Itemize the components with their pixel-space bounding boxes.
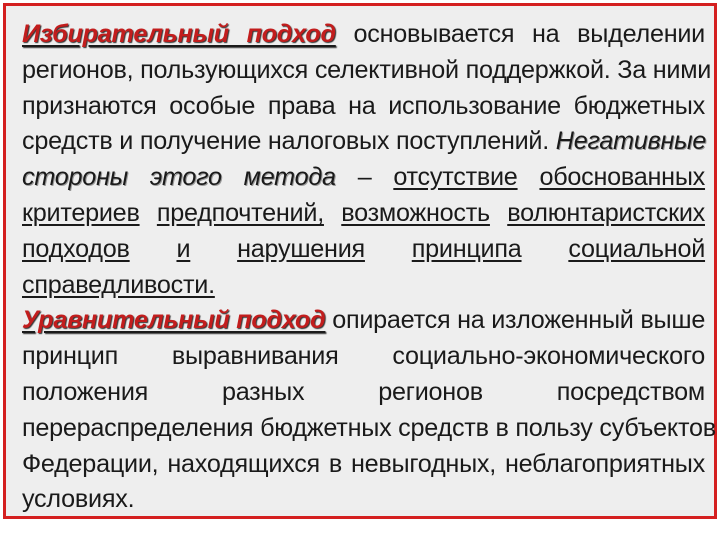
p1-negative-term-b: стороны этого метода [22, 163, 336, 192]
paragraph-2-line-4: перераспределения бюджетных средств в пользу субъектов [22, 413, 716, 442]
paragraph-1-line-5 [22, 160, 705, 196]
paragraph-1-line-2: регионов, пользующихся селективной поддержкой. За ними [22, 55, 712, 84]
p1-underlined-3: критериев [22, 198, 140, 227]
p1-underlined-12: справедливости. [22, 270, 215, 299]
p1-underlined-6: волюнтаристских [507, 198, 705, 227]
p1-underlined-2: обоснованных [539, 163, 706, 192]
p1-underlined-11: социальной [568, 234, 706, 263]
p1-underlined-9: нарушения [237, 234, 365, 263]
term-equalizing-approach: Уравнительный подход [22, 306, 326, 335]
p1-dash: – [357, 163, 372, 192]
paragraph-1-line-1 [22, 17, 705, 53]
p1-text-4a: средств и получение налоговых поступлений. [22, 127, 549, 156]
paragraph-1-line-4 [22, 124, 705, 160]
slide-text [22, 17, 716, 518]
p1-underlined-7: подходов [22, 234, 130, 263]
p1-underlined-5: возможность [341, 198, 490, 227]
p1-underlined-4: предпочтений, [156, 198, 324, 227]
paragraph-2-line-1 [22, 303, 705, 339]
paragraph-2-line-2: принцип выравнивания социально-экономического [22, 342, 705, 371]
paragraph-1-line-7 [22, 232, 705, 268]
p1-text-1: основывается на выделении [353, 20, 706, 48]
p1-underlined-10: принципа [411, 234, 522, 263]
p1-underlined-1: отсутствие [393, 163, 518, 192]
paragraph-1-line-8 [22, 268, 705, 304]
paragraph-1-line-6 [22, 196, 705, 232]
p2-text-1: опирается на изложенный выше [332, 306, 706, 335]
paragraph-2-line-3: положения разных регионов посредством [22, 377, 705, 406]
paragraph-2-line-6: условиях. [22, 485, 135, 514]
term-selective-approach: Избирательный подход [22, 20, 336, 48]
paragraph-2-line-5: Федерации, находящихся в невыгодных, неблагоприятных [22, 449, 705, 478]
p1-underlined-8: и [176, 234, 191, 263]
paragraph-1-line-3: признаются особые права на использование бюджетных [22, 91, 705, 120]
slide-frame [3, 3, 717, 519]
p1-negative-term-a: Негативные [555, 127, 707, 156]
